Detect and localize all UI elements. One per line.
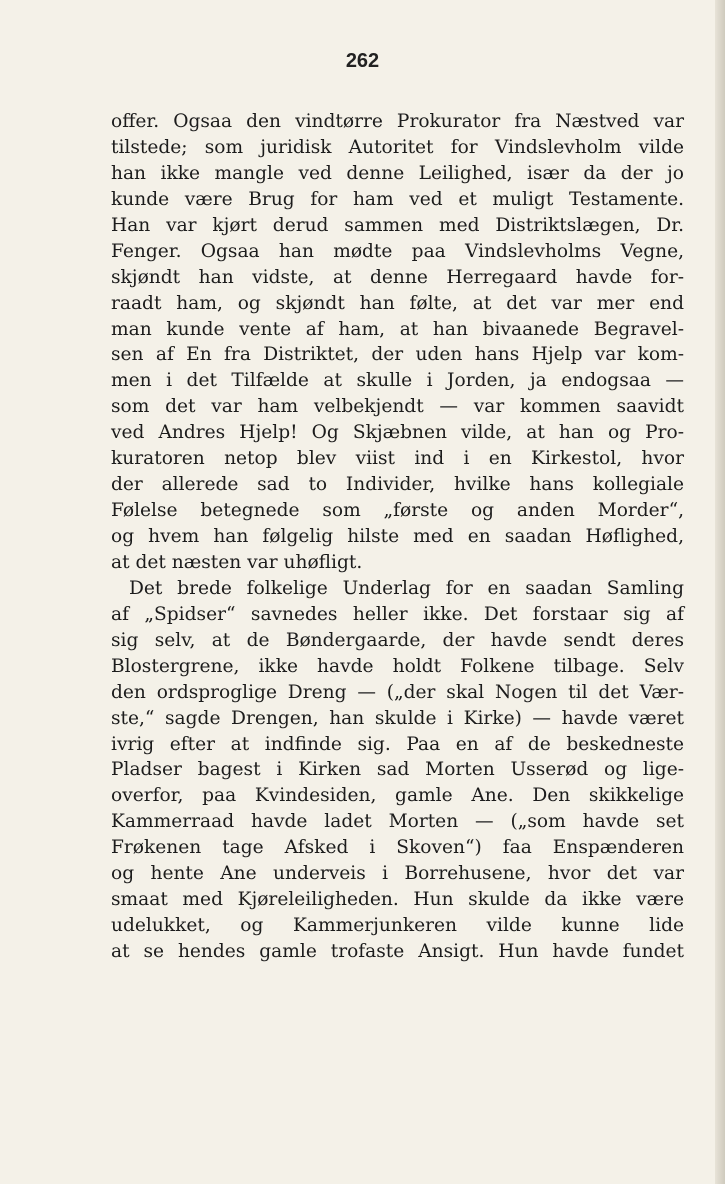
text-line: som det var ham velbekjendt — var kommen saavidt [111,396,684,418]
text-line: tilstede; som juridisk Autoritet for Vindslevholm vilde [111,136,684,158]
text-line: raadt ham, og skjøndt han følte, at det var mer end [111,292,684,314]
text-line: af „Spidser“ savnedes heller ikke. Det forstaar sig af [111,603,684,625]
text-line: og hente Ane underveis i Borrehusene, hvor det var [111,863,684,885]
text-line: smaat med Kjøreleiligheden. Hun skulde da ikke være [111,889,684,911]
text-line: og hvem han følgelig hilste med en saadan Høflighed, [111,526,684,547]
page-number: 262 [345,50,380,72]
text-line: Frøkenen tage Afsked i Skoven“) faa Enspænderen [111,837,684,859]
text-line: sen af En fra Distriktet, der uden hans Hjelp var kom- [111,344,684,366]
text-line: men i det Tilfælde at skulle i Jorden, ja endogsaa — [111,370,684,392]
text-line: Følelse betegnede som „første og anden Morder“, [111,500,684,522]
text-line: udelukket, og Kammerjunkeren vilde kunne lide [111,915,684,937]
text-line: sig selv, at de Bøndergaarde, der havde sendt deres [111,629,684,651]
text-line: der allerede sad to Individer, hvilke hans kollegiale [111,474,684,496]
text-line: Fenger. Ogsaa han mødte paa Vindslevholms Vegne, [111,240,684,262]
text-line: at det næsten var uhøfligt. [111,551,363,573]
body-text [111,109,684,965]
text-line: offer. Ogsaa den vindtørre Prokurator fra Næstved var [111,111,684,132]
text-line: ivrig efter at indfinde sig. Paa en af de beskedneste [111,733,684,755]
page-edge [715,0,725,1184]
text-line: den ordsproglige Dreng — („der skal Nogen til det Vær- [111,681,684,703]
text-line: kunde være Brug for ham ved et muligt Testamente. [111,188,684,210]
text-line: overfor, paa Kvindesiden, gamle Ane. Den skikkelige [111,785,684,807]
text-line: kuratoren netop blev viist ind i en Kirkestol, hvor [111,448,684,470]
text-line: Han var kjørt derud sammen med Distriktslægen, Dr. [111,214,684,236]
text-line: Pladser bagest i Kirken sad Morten Usserød og lige- [111,759,684,781]
text-line: skjøndt han vidste, at denne Herregaard havde for- [111,266,684,288]
text-line: Blostergrene, ikke havde holdt Folkene tilbage. Selv [111,655,684,677]
text-line: Det brede folkelige Underlag for en saadan Samling [129,577,684,599]
text-line: ste,“ sagde Drengen, han skulde i Kirke) — havde været [111,707,684,729]
text-line: at se hendes gamle trofaste Ansigt. Hun havde fundet [111,941,684,962]
text-line: Kammerraad havde ladet Morten — („som havde set [111,811,684,833]
text-line: ved Andres Hjelp! Og Skjæbnen vilde, at han og Pro- [111,422,684,444]
text-line: han ikke mangle ved denne Leilighed, især da der jo [111,162,684,184]
text-line: man kunde vente af ham, at han bivaanede Begravel- [111,318,684,340]
